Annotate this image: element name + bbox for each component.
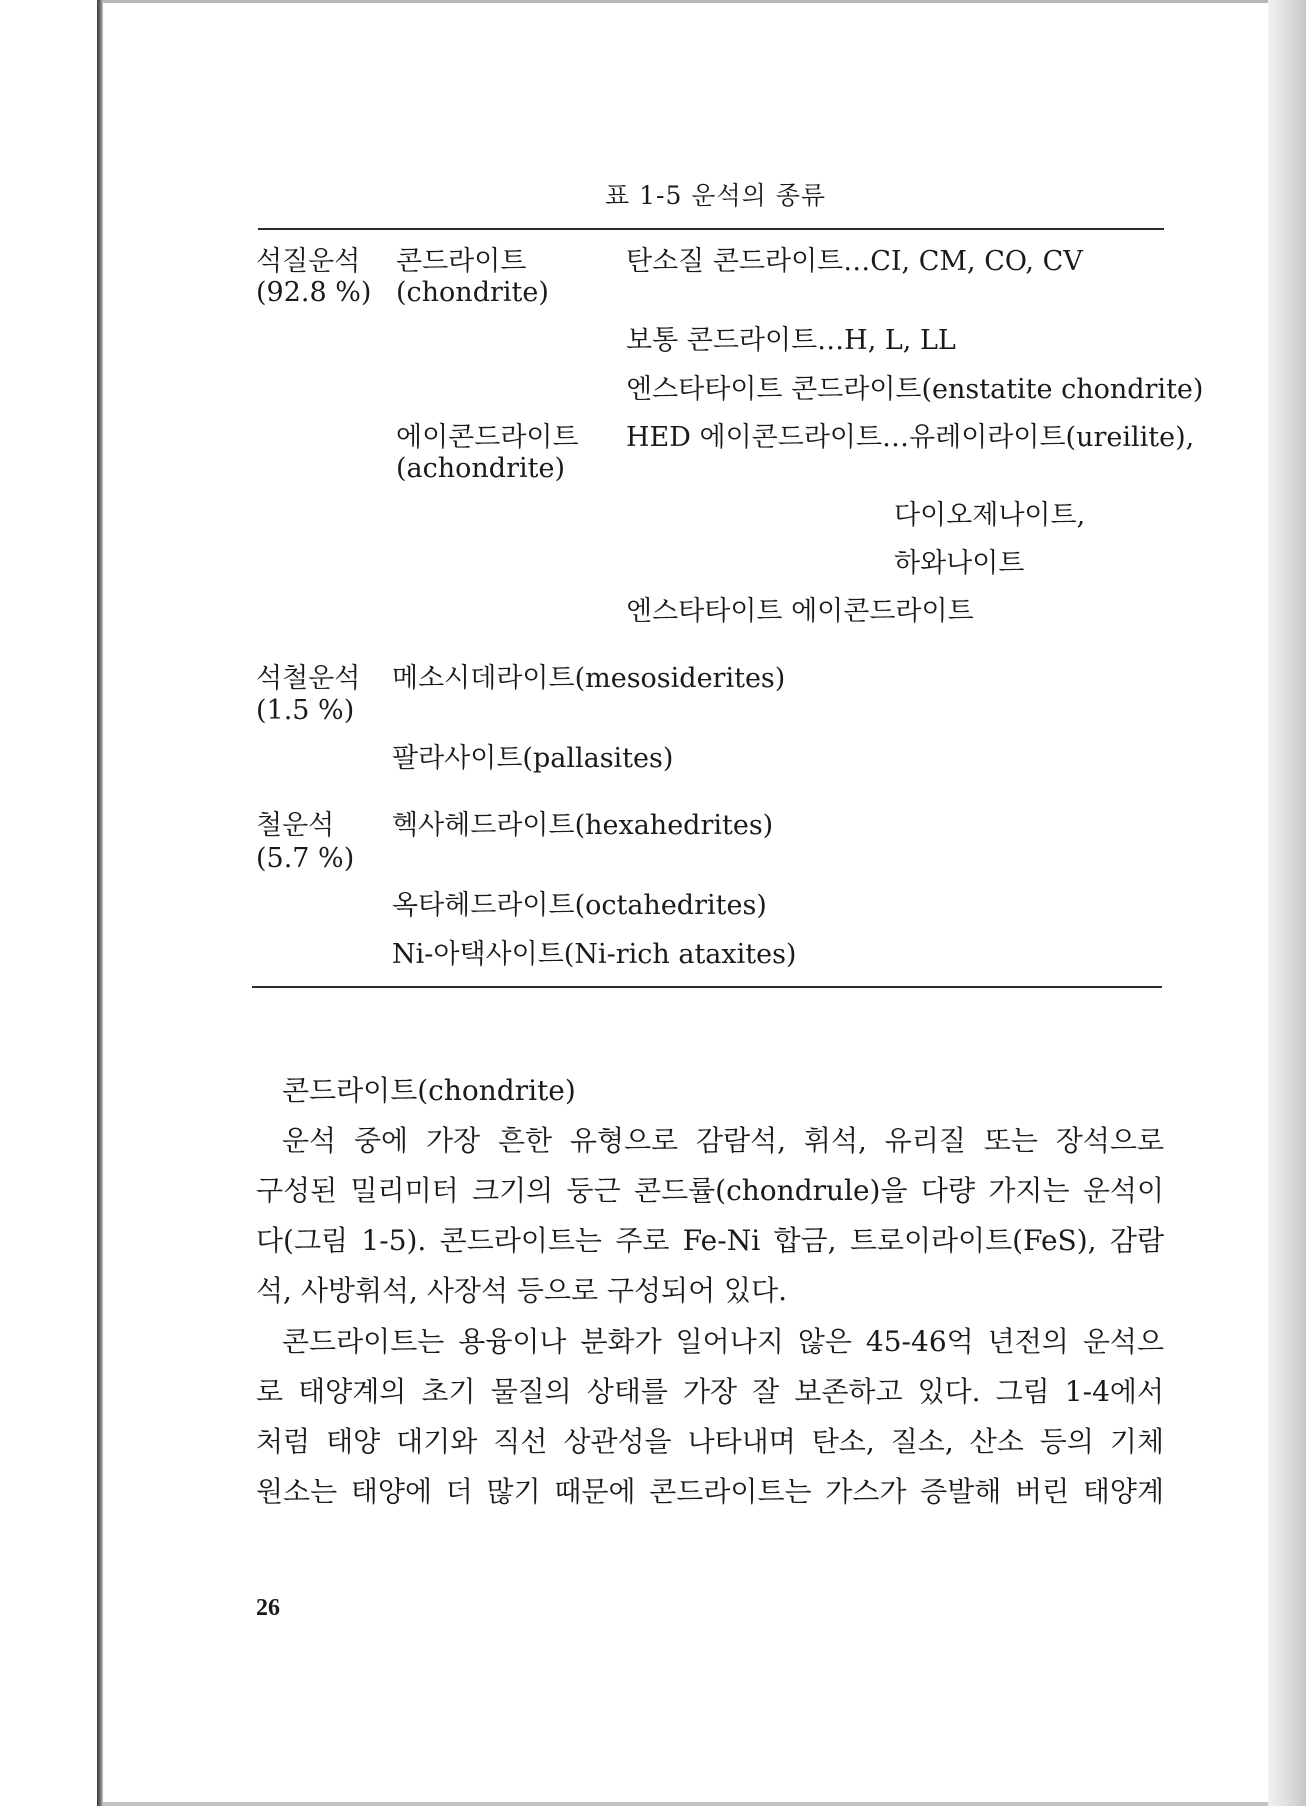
chondrite-label: 콘드라이트: [396, 246, 527, 277]
paragraph-line: 석, 사방휘석, 사장석 등으로 구성되어 있다.: [256, 1274, 788, 1307]
table-caption: 표 1-5 운석의 종류: [605, 181, 826, 210]
page-bottom-edge: [103, 1802, 1268, 1806]
paragraph-line: 콘드라이트는 용융이나 분화가 일어나지 않은 45-46억 년전의 운석으: [282, 1325, 1164, 1358]
chondrite-english: (chondrite): [396, 277, 549, 308]
page-number: 26: [256, 1595, 280, 1621]
table-bottom-rule: [252, 986, 1162, 988]
iron-meteorite-percent: (5.7 %): [256, 843, 355, 874]
iron-meteorite-label: 철운석: [256, 810, 335, 841]
stony-iron-label: 석철운석: [256, 663, 361, 694]
section-heading: 콘드라이트(chondrite): [282, 1074, 576, 1107]
mesosiderites: 메소시데라이트(mesosiderites): [392, 663, 786, 694]
page-left-margin: [0, 0, 98, 1806]
paragraph-line: 로 태양계의 초기 물질의 상태를 가장 잘 보존하고 있다. 그림 1-4에서: [256, 1375, 1164, 1408]
achondrite-label: 에이콘드라이트: [396, 422, 579, 453]
pallasites: 팔라사이트(pallasites): [392, 743, 674, 774]
page-right-shadow: [1268, 0, 1306, 1806]
hed-achondrite: HED 에이콘드라이트…유레이라이트(ureilite),: [626, 422, 1195, 453]
paragraph-line: 처럼 태양 대기와 직선 상관성을 나타내며 탄소, 질소, 산소 등의 기체: [256, 1425, 1164, 1458]
stony-meteorite-label: 석질운석: [256, 246, 361, 277]
achondrite-english: (achondrite): [396, 453, 565, 484]
paragraph-line: 구성된 밀리미터 크기의 둥근 콘드률(chondrule)을 다량 가지는 운석이: [256, 1174, 1164, 1207]
howardite: 하와나이트: [894, 548, 1025, 579]
paragraph-line: 원소는 태양에 더 많기 때문에 콘드라이트는 가스가 증발해 버린 태양계: [256, 1475, 1164, 1508]
table-top-rule: [258, 228, 1164, 230]
page-top-edge: [103, 0, 1268, 3]
hexahedrites: 헥사헤드라이트(hexahedrites): [392, 810, 774, 841]
stony-meteorite-percent: (92.8 %): [256, 277, 372, 308]
ordinary-chondrite: 보통 콘드라이트…H, L, LL: [626, 325, 956, 356]
paragraph-line: 다(그림 1-5). 콘드라이트는 주로 Fe-Ni 합금, 트로이라이트(FeS), 감람: [256, 1224, 1164, 1257]
diogenite: 다이오제나이트,: [894, 500, 1086, 531]
octahedrites: 옥타헤드라이트(octahedrites): [392, 890, 767, 921]
stony-iron-percent: (1.5 %): [256, 695, 355, 726]
ni-rich-ataxites: Ni-아택사이트(Ni-rich ataxites): [392, 939, 797, 970]
enstatite-achondrite: 엔스타타이트 에이콘드라이트: [626, 596, 974, 627]
paragraph-line: 운석 중에 가장 흔한 유형으로 감람석, 휘석, 유리질 또는 장석으로: [282, 1124, 1164, 1157]
enstatite-chondrite: 엔스타타이트 콘드라이트(enstatite chondrite): [626, 374, 1204, 405]
carbonaceous-chondrite: 탄소질 콘드라이트…CI, CM, CO, CV: [626, 246, 1083, 277]
